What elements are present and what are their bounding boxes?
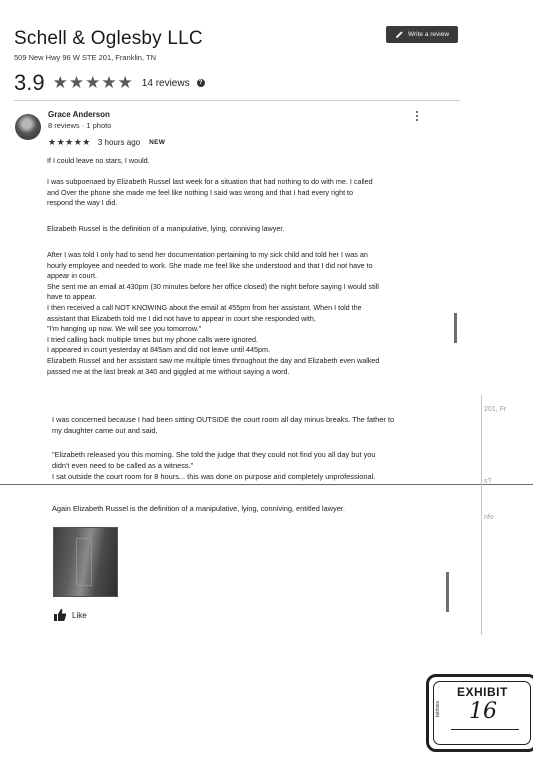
new-badge: NEW [149,139,166,146]
exhibit-title: EXHIBIT [457,685,508,699]
review-paragraph-2: I was subpoenaed by Elizabeth Russel last week for a situation that had nothing to do with me. I called and Over the phone she made me feel like nothing I said was wrong and that I had every right to respond the way I did. [47,177,373,208]
review-paragraph-5: I was concerned because I had been sitting OUTSIDE the court room all day minus breaks. The father to my daughter came out and said, [52,415,395,435]
like-button[interactable] [53,608,87,622]
pencil-icon [395,30,404,39]
info-icon[interactable]: ? [197,79,205,87]
review-paragraph-7: Again Elizabeth Russel is the definition of a manipulative, lying, conniving, entitled lawyer. [52,504,345,513]
business-address: 509 New Hwy 96 W STE 201, Franklin, TN [14,53,156,62]
more-options-icon[interactable] [414,110,420,122]
write-review-button[interactable] [386,26,458,43]
reviewer-meta: 8 reviews · 1 photo [48,121,112,130]
bleed-through-text-1: 201, Fr [484,406,507,413]
review-count-link[interactable]: 14 reviews [141,77,190,89]
exhibit-underline [451,729,519,730]
thumbs-up-icon [53,608,67,622]
exhibit-number: 16 [469,699,497,724]
scrollbar-thumb-upper[interactable] [454,313,457,343]
header-divider [14,100,460,101]
scan-fold-line [0,484,533,485]
bleed-through-line [481,395,482,635]
write-review-label: Write a review [407,31,450,38]
review-paragraph-1: If I could leave no stars, I would. [47,156,150,165]
bleed-through-text-2: s? [484,478,492,485]
avatar[interactable] [15,114,41,140]
review-stars: ★★★★★ [48,137,91,147]
reviewer-name[interactable]: Grace Anderson [48,110,110,119]
review-paragraph-4: After I was told I only had to send her documentation pertaining to my sick child and told her I was an hourly employee and needed to work. She made me feel like she understood and that I did not have to appear in court. She sent me an email at 430pm (30 minutes before her office closed) the night before saying I would still have to appear. I then received a call NOT KNOWING about the email at 455pm from her assistant. When I told the assistant that Elizabeth told me I did not have to appear in court she responded with, "I'm hanging up now. We will see you tomorrow." I tried calling back multiple times but my phone calls were ignored. I appeared in court yesterday at 845am and did not leave until 445pm. Elizabeth Russel and her assistant saw me multiple times throughout the day and Elizabeth even walked passed me at the last break at 340 and giggled at me without saying a word. [47,250,380,376]
exhibit-side-text: tabbies [435,700,441,717]
review-paragraph-3: Elizabeth Russel is the definition of a manipulative, lying, conniving lawyer. [47,224,285,233]
review-age: 3 hours ago [97,138,141,147]
rating-summary [14,70,205,96]
exhibit-stamp [426,674,533,752]
bleed-through-text-3: nfo [484,514,494,521]
rating-value: 3.9 [14,70,45,95]
scrollbar-thumb-lower[interactable] [446,572,449,612]
review-rating-row [48,137,165,148]
business-name: Schell & Oglesby LLC [14,28,203,49]
review-paragraph-6: "Elizabeth released you this morning. She told the judge that they could not find you all day but you didn't even need to be called as a witness." I sat outside the court room for 8 hours... this was done on purpose and completely unprofessional. [52,450,376,481]
like-label: Like [72,610,87,620]
review-photo[interactable] [53,527,118,597]
rating-stars: ★★★★★ [52,73,134,92]
